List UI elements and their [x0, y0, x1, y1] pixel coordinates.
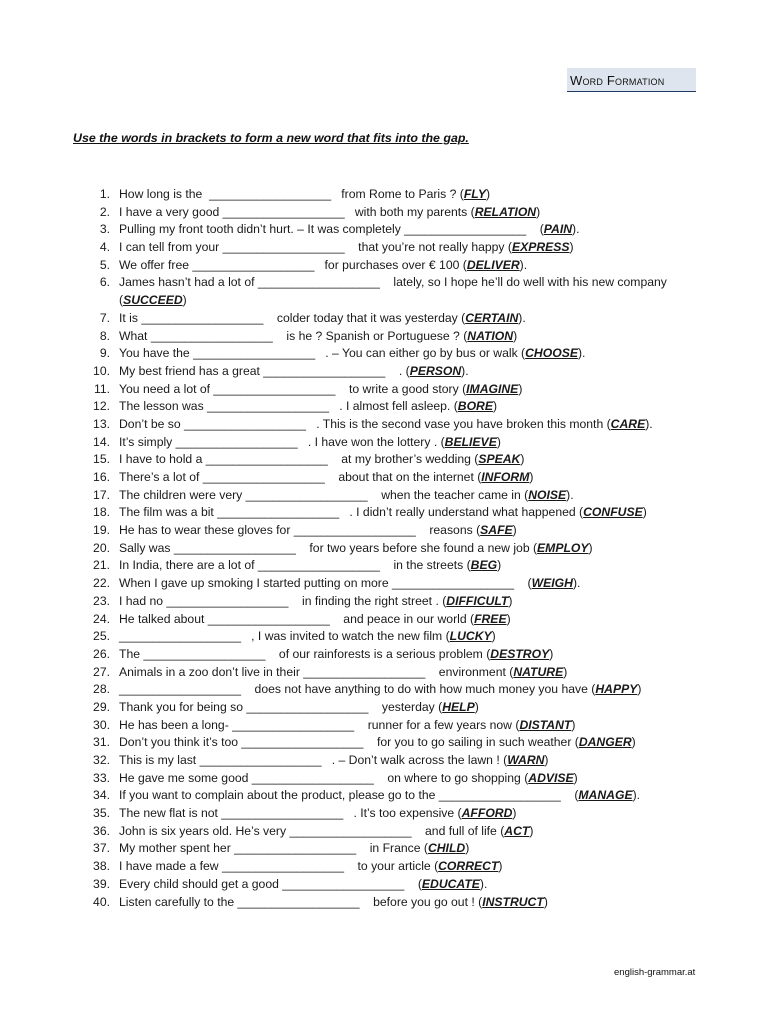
item-number: 14. [93, 434, 110, 449]
sentence-end: ). [577, 346, 586, 361]
item-number: 12. [93, 399, 110, 414]
sentence-end: ) [498, 859, 503, 874]
sentence-text: He talked about __________________ and peace in our world ( [119, 611, 475, 626]
exercise-item [90, 611, 710, 629]
sentence-text: What __________________ is he ? Spanish or Portuguese ? ( [119, 328, 468, 343]
item-number: 21. [93, 558, 110, 573]
item-number: 17. [93, 487, 110, 502]
sentence-end: ). [479, 876, 488, 891]
sentence-end: ). [572, 222, 580, 237]
sentence-text: The film was a bit __________________ . I didn’t really understand what happened ( [119, 505, 584, 520]
sentence-end: ). [645, 416, 653, 431]
base-word: WARN [507, 753, 545, 767]
item-number: 8. [99, 328, 110, 343]
sentence-text: He gave me some good __________________ on where to go shopping ( [119, 770, 529, 785]
item-number: 7. [99, 310, 110, 325]
item-sentence [119, 611, 511, 629]
item-number: 25. [93, 629, 110, 644]
item-sentence [119, 434, 501, 452]
item-sentence [119, 257, 527, 275]
exercise-item [90, 876, 710, 894]
item-sentence [119, 557, 501, 575]
sentence-text: You need a lot of __________________ to write a good story ( [119, 381, 467, 396]
sentence-end: ). [566, 487, 574, 502]
item-sentence [119, 858, 502, 876]
item-number: 10. [93, 363, 110, 378]
sentence-text: We offer free __________________ for purchases over € 100 ( [119, 257, 467, 272]
item-number: 31. [93, 735, 110, 750]
item-number: 9. [99, 346, 110, 361]
base-word: CHOOSE [525, 346, 578, 361]
item-sentence [119, 487, 574, 505]
exercise-item [90, 593, 710, 611]
exercise-item [90, 504, 710, 522]
sentence-end: ). [518, 310, 526, 325]
base-word: HAPPY [595, 682, 638, 697]
exercise-item [90, 681, 710, 699]
item-number: 20. [93, 540, 110, 555]
base-word: CARE [610, 416, 646, 431]
item-number: 23. [93, 593, 110, 608]
sentence-end: ) [573, 770, 578, 785]
sentence-end: ) [491, 629, 496, 644]
sentence-text: The lesson was __________________ . I almost fell asleep. ( [119, 399, 458, 414]
sentence-end: ) [631, 735, 636, 750]
item-sentence [119, 840, 469, 858]
exercise-item [90, 646, 710, 664]
item-number: 11. [93, 381, 110, 396]
sentence-text: Thank you for being so __________________ yesterday ( [119, 699, 443, 714]
sentence-text: You have the __________________ . – You can either go by bus or walk ( [119, 346, 526, 361]
exercise-item [90, 557, 710, 575]
base-word: SAFE [480, 523, 513, 538]
footer-source: english-grammar.at [614, 967, 696, 978]
exercise-item [90, 787, 710, 805]
item-number: 37. [93, 841, 110, 856]
sentence-text: There’s a lot of __________________ about that on the internet ( [119, 470, 482, 484]
item-number: 36. [93, 823, 110, 838]
item-number: 18. [93, 505, 110, 520]
exercise-item [90, 823, 710, 841]
exercise-item [90, 664, 710, 682]
base-word: ACT [504, 823, 530, 838]
sentence-text: If you want to complain about the product, please go to the __________________ ( [119, 788, 579, 803]
base-word: CORRECT [438, 859, 499, 874]
item-sentence [119, 381, 522, 399]
item-number: 32. [93, 753, 110, 767]
item-sentence [119, 699, 479, 717]
exercise-item [90, 345, 710, 363]
exercise-item [90, 434, 710, 452]
item-number: 30. [93, 717, 110, 732]
sentence-end: ) [563, 664, 568, 679]
exercise-item [90, 699, 710, 717]
item-sentence [119, 628, 496, 646]
item-sentence [119, 770, 578, 788]
item-sentence [119, 221, 579, 239]
sentence-end: ) [529, 823, 534, 838]
sentence-end: ) [637, 682, 642, 697]
sentence-text: I have a very good __________________ with both my parents ( [119, 204, 475, 219]
exercise-item [90, 186, 710, 204]
sentence-text: The children were very __________________ when the teacher came in ( [119, 487, 529, 502]
sentence-text: I can tell from your __________________ that you’re not really happy ( [119, 240, 512, 255]
base-word: NATION [467, 328, 514, 343]
sentence-end: ). [632, 788, 641, 803]
item-sentence [119, 894, 548, 912]
exercise-item [90, 328, 710, 346]
sentence-end: ). [461, 363, 469, 378]
exercise-item [90, 381, 710, 399]
exercise-item [90, 363, 710, 381]
exercise-item [90, 770, 710, 788]
sentence-end: ) [465, 841, 470, 856]
sentence-text: When I gave up smoking I started putting on more __________________ ( [119, 576, 532, 591]
sentence-end: ) [512, 806, 517, 821]
sentence-end: ) [506, 611, 511, 626]
sentence-text: I have made a few __________________ to your article ( [119, 859, 439, 874]
item-number: 28. [93, 682, 110, 697]
item-sentence [119, 204, 540, 222]
base-word: EXPRESS [511, 240, 570, 255]
sentence-text: ( [119, 293, 124, 308]
sentence-text: My mother spent her __________________ in France ( [119, 841, 428, 856]
page-title: Word Formation [570, 73, 665, 88]
base-word: FLY [463, 187, 486, 201]
base-word: DELIVER [466, 257, 520, 272]
base-word: WEIGH [531, 576, 573, 591]
sentence-text: John is six years old. He’s very __________________ and full of life ( [119, 823, 505, 838]
base-word: LUCKY [449, 629, 492, 644]
item-number: 16. [93, 470, 110, 484]
exercise-item [90, 628, 710, 646]
sentence-text: It’s simply __________________ . I have won the lottery . ( [119, 434, 445, 449]
sentence-text: I have to hold a __________________ at my brother’s wedding ( [119, 452, 479, 467]
item-sentence [119, 451, 524, 469]
item-sentence [119, 664, 567, 682]
sentence-end: ) [518, 381, 523, 396]
item-number: 4. [99, 240, 110, 255]
exercise-item [90, 894, 710, 912]
exercise-item [90, 840, 710, 858]
sentence-end: ) [544, 753, 549, 767]
sentence-end: ) [543, 894, 548, 909]
item-sentence [119, 328, 517, 346]
exercise-item [90, 239, 710, 257]
exercise-item [90, 575, 710, 593]
item-number: 19. [93, 523, 110, 538]
base-word: FREE [474, 611, 507, 626]
item-sentence [119, 274, 667, 292]
exercise-item [90, 221, 710, 239]
sentence-text: He has to wear these gloves for __________________ reasons ( [119, 523, 481, 538]
base-word: BORE [457, 399, 493, 414]
base-word: NOISE [528, 487, 567, 502]
item-sentence [119, 292, 187, 310]
item-sentence [119, 540, 593, 558]
sentence-end: ) [485, 187, 491, 201]
base-word: CHILD [427, 841, 466, 856]
base-word: PAIN [543, 222, 573, 237]
sentence-end: ) [492, 399, 498, 414]
exercise-item [90, 734, 710, 752]
sentence-end: ) [536, 204, 541, 219]
item-sentence [119, 469, 533, 487]
item-sentence [119, 239, 574, 257]
sentence-text: The __________________ of our rainforests is a serious problem ( [119, 646, 491, 661]
sentence-text: Sally was __________________ for two years before she found a new job ( [119, 540, 538, 555]
sentence-end: ) [508, 593, 513, 608]
sentence-text: Don’t you think it’s too __________________ for you to go sailing in such weather ( [119, 735, 579, 750]
sentence-text: I had no __________________ in finding the right street . ( [119, 593, 447, 608]
sentence-text: The new flat is not __________________ . It’s too expensive ( [119, 806, 462, 821]
base-word: NATURE [513, 664, 564, 679]
item-number: 26. [93, 646, 110, 661]
base-word: ADVISE [528, 770, 574, 785]
item-number: 33. [93, 770, 110, 785]
sentence-end: ) [569, 240, 574, 255]
sentence-end: ) [571, 717, 576, 732]
exercise-item [90, 204, 710, 222]
exercise-item [90, 292, 710, 310]
exercise-item [90, 257, 710, 275]
sentence-end: ) [588, 540, 593, 555]
title-box [567, 68, 696, 92]
exercise-item [90, 858, 710, 876]
base-word: EMPLOY [537, 540, 589, 555]
base-word: RELATION [474, 204, 537, 219]
item-sentence [119, 876, 487, 894]
sentence-text: Animals in a zoo don’t live in their __________________ environment ( [119, 664, 514, 679]
exercise-item [90, 469, 710, 487]
item-number: 38. [93, 859, 110, 874]
exercise-item [90, 451, 710, 469]
sentence-end: ) [529, 470, 534, 484]
sentence-end: ) [496, 434, 501, 449]
sentence-text: It is __________________ colder today that it was yesterday ( [119, 310, 466, 325]
sentence-text: Listen carefully to the __________________ before you go out ! ( [119, 894, 483, 909]
sentence-end: ) [642, 505, 647, 520]
item-number: 15. [93, 452, 110, 467]
sentence-end: ). [519, 257, 528, 272]
item-number: 3. [99, 222, 110, 237]
base-word: PERSON [409, 363, 462, 378]
item-sentence [119, 310, 526, 328]
item-sentence [119, 681, 641, 699]
item-number: 6. [99, 275, 110, 290]
sentence-text: Every child should get a good __________________ ( [119, 876, 422, 891]
exercise-item [90, 310, 710, 328]
item-sentence [119, 752, 548, 770]
base-word: EDUCATE [421, 876, 480, 891]
base-word: IMAGINE [466, 381, 519, 396]
exercise-item [90, 805, 710, 823]
base-word: INFORM [481, 470, 530, 484]
sentence-end: ) [182, 293, 187, 308]
base-word: CERTAIN [465, 310, 519, 325]
item-number: 34. [93, 788, 110, 803]
base-word: AFFORD [461, 806, 513, 821]
item-sentence [119, 734, 636, 752]
sentence-end: ) [520, 452, 525, 467]
sentence-text: __________________ does not have anything to do with how much money you have ( [119, 682, 596, 697]
sentence-end: ) [549, 646, 554, 661]
item-sentence [119, 823, 533, 841]
item-number: 5. [99, 257, 110, 272]
item-sentence [119, 646, 553, 664]
item-sentence [119, 504, 647, 522]
item-sentence [119, 363, 469, 381]
sentence-text: My best friend has a great __________________ . ( [119, 363, 410, 378]
sentence-end: ) [513, 328, 518, 343]
exercise-item [90, 717, 710, 735]
item-sentence [119, 593, 512, 611]
base-word: DANGER [578, 735, 632, 750]
base-word: DISTANT [519, 717, 572, 732]
item-number: 1. [99, 187, 110, 201]
exercise-item [90, 522, 710, 540]
item-sentence [119, 186, 490, 204]
base-word: DIFFICULT [446, 593, 509, 608]
item-number: 40. [93, 894, 110, 909]
sentence-text: He has been a long- __________________ runner for a few years now ( [119, 717, 520, 732]
base-word: CONFUSE [583, 505, 643, 520]
item-sentence [119, 416, 653, 434]
base-word: DESTROY [490, 646, 550, 661]
base-word: BEG [470, 558, 498, 573]
item-sentence [119, 575, 580, 593]
sentence-text: Pulling my front tooth didn’t hurt. – It was completely __________________ ( [119, 222, 544, 237]
item-number: 39. [93, 876, 110, 891]
sentence-text: This is my last __________________ . – Don’t walk across the lawn ! ( [119, 753, 508, 767]
sentence-text: __________________ , I was invited to watch the new film ( [119, 629, 450, 644]
item-number: 35. [93, 806, 110, 821]
sentence-text: James hasn’t had a lot of __________________ lately, so I hope he’ll do well with his new company [119, 275, 667, 290]
sentence-text: How long is the __________________ from Rome to Paris ? ( [119, 187, 464, 201]
exercise-item [90, 398, 710, 416]
item-sentence [119, 522, 517, 540]
item-sentence [119, 398, 497, 416]
exercise-item [90, 487, 710, 505]
base-word: HELP [442, 699, 475, 714]
item-sentence [119, 345, 585, 363]
sentence-text: In India, there are a lot of __________________ in the streets ( [119, 558, 471, 573]
sentence-end: ) [512, 523, 517, 538]
base-word: BELIEVE [444, 434, 497, 449]
exercise-list [90, 186, 710, 911]
sentence-end: ) [474, 699, 479, 714]
item-number: 2. [99, 204, 110, 219]
item-number: 29. [93, 699, 110, 714]
sentence-end: ). [572, 576, 581, 591]
item-number: 27. [93, 664, 110, 679]
base-word: SUCCEED [123, 293, 183, 308]
item-sentence [119, 805, 516, 823]
exercise-item [90, 416, 710, 434]
base-word: INSTRUCT [482, 894, 544, 909]
exercise-item [90, 274, 710, 292]
item-sentence [119, 787, 640, 805]
exercise-item [90, 540, 710, 558]
base-word: MANAGE [578, 788, 633, 803]
exercise-item [90, 752, 710, 770]
sentence-text: Don’t be so __________________ . This is the second vase you have broken this month ( [119, 416, 611, 431]
item-number: 22. [93, 576, 110, 591]
base-word: SPEAK [478, 452, 521, 467]
item-number: 24. [93, 611, 110, 626]
sentence-end: ) [497, 558, 502, 573]
instructions: Use the words in brackets to form a new word that fits into the gap. [73, 131, 469, 145]
item-sentence [119, 717, 575, 735]
item-number: 13. [93, 416, 110, 431]
